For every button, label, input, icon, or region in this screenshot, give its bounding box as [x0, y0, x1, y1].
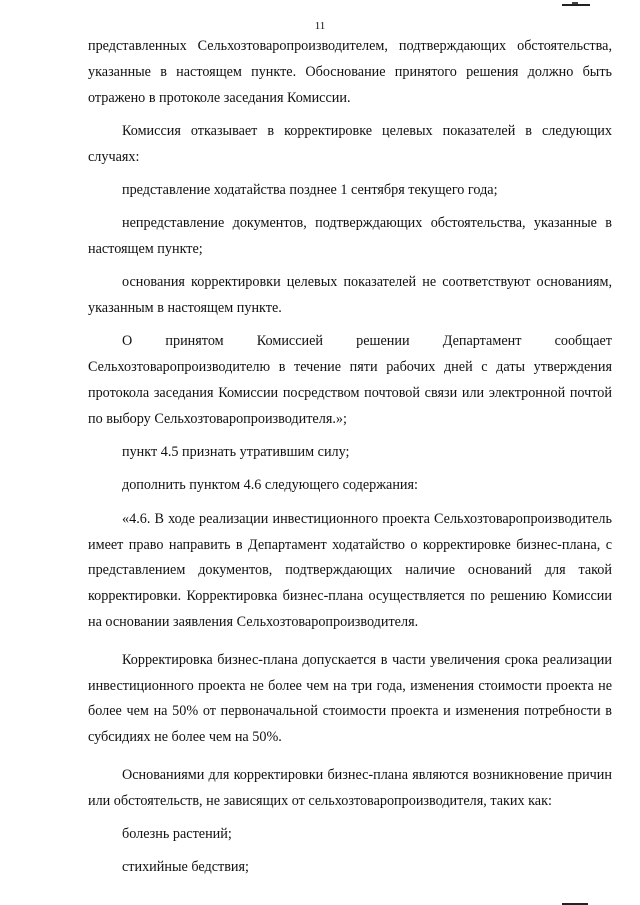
list-item-plant-disease: болезнь растений;: [122, 826, 232, 843]
list-item-missing-documents: непредставление документов, подтверждающих обстоятельства, указанные в настоящем пункте;: [88, 215, 612, 258]
document-body: [88, 34, 612, 881]
paragraph-business-plan-limits: Корректировка бизнес-плана допускается в части увеличения срока реализации инвестиционного проекта не более чем на три года, изменения стоимости проекта не более чем на 50% от первоначальной стоимости проекта и изменения потребности в субсидиях не более чем на 50%.: [88, 651, 612, 746]
paragraph-add-clause-4-6: дополнить пунктом 4.6 следующего содержания:: [122, 477, 418, 494]
list-item-natural-disasters: стихийные бедствия;: [122, 859, 249, 876]
paragraph-correction-grounds: Основаниями для корректировки бизнес-плана являются возникновение причин или обстоятельств, не зависящих от сельхозтоваропроизводителя, таких как:: [88, 766, 612, 809]
list-item-late-petition: представление ходатайства позднее 1 сентября текущего года;: [122, 181, 498, 198]
scan-corner-mark-top: [562, 4, 590, 6]
paragraph-refusal-cases: Комиссия отказывает в корректировке целевых показателей в следующих случаях:: [88, 122, 612, 165]
paragraph-clause-4-6: «4.6. В ходе реализации инвестиционного проекта Сельхозтоваропроизводитель имеет право направить в Департамент ходатайство о корректировке бизнес-плана, с представлением документов, подтверждающих наличие оснований для такой корректировки. Корректировка бизнес-плана осуществляется по решению Комиссии на основании заявления Сельхозтоваропроизводителя.: [88, 510, 612, 630]
paragraph-continuation: представленных Сельхозтоваропроизводителем, подтверждающих обстоятельства, указанные в настоящем пункте. Обоснование принятого решения должно быть отражено в протоколе заседания Комиссии.: [88, 38, 612, 106]
list-item-invalid-grounds: основания корректировки целевых показателей не соответствуют основаниям, указанным в настоящем пункте.: [88, 274, 612, 317]
paragraph-clause-4-5: пункт 4.5 признать утратившим силу;: [122, 444, 350, 461]
paragraph-decision-notice: О принятом Комиссией решении Департамент сообщает Сельхозтоваропроизводителю в течение пяти рабочих дней с даты утверждения протокола заседания Комиссии посредством почтовой связи или электронной почтой по выбору Сельхозтоваропроизводителя.»;: [88, 333, 612, 427]
page-number: 11: [314, 20, 326, 32]
